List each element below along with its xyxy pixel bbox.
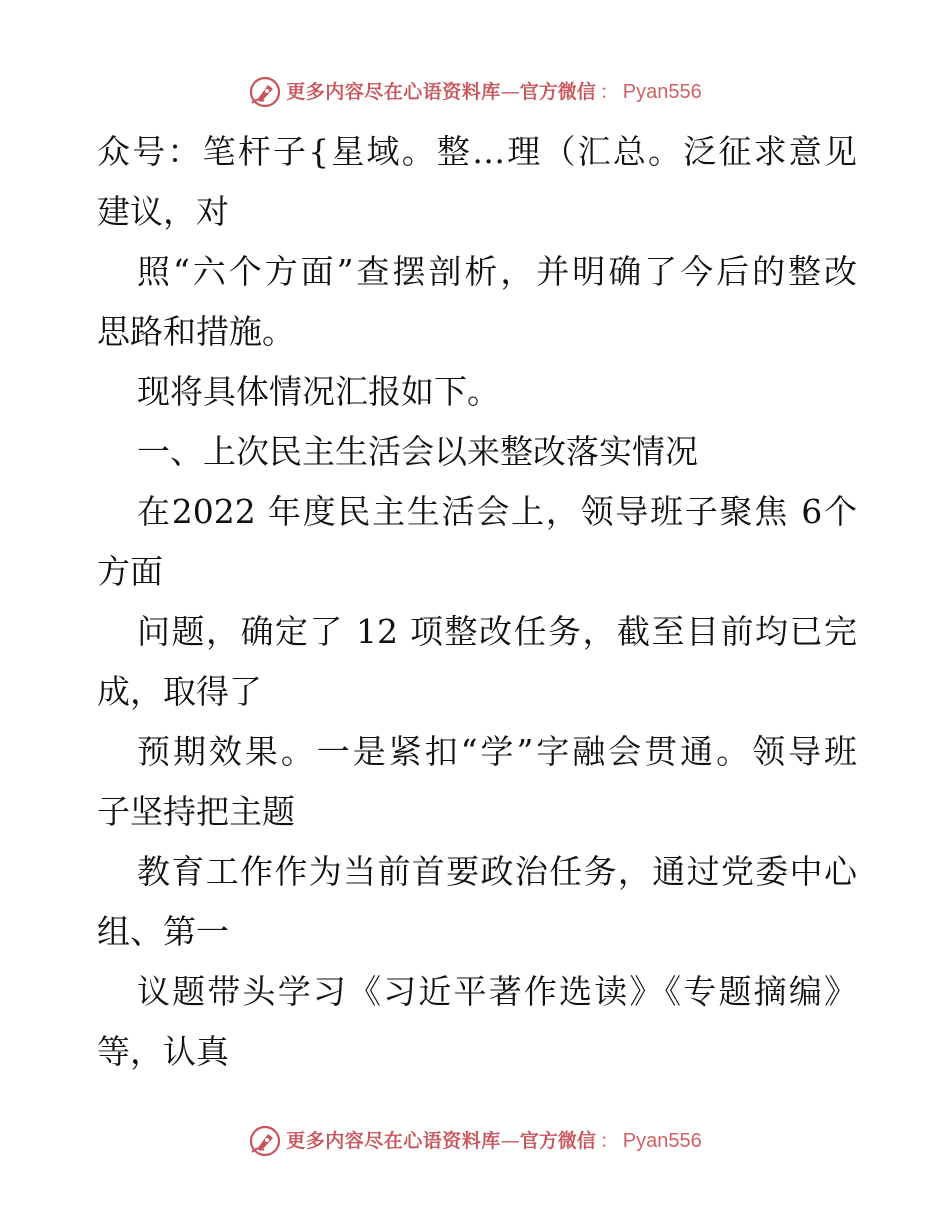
- pen-nib-logo-icon: [248, 75, 282, 109]
- paragraph-line: 现将具体情况汇报如下。: [137, 372, 500, 411]
- banner-wechat-id: Pyan556: [622, 81, 702, 103]
- banner-official-label: 官方微信: [519, 81, 596, 103]
- paragraph-line: 预期效果。一是紧扣“学”字融会贯通。领导班: [137, 732, 857, 771]
- paragraph-line: 建议，对: [97, 192, 229, 231]
- paragraph-line: 在2022 年度民主生活会上，领导班子聚焦 6个: [137, 492, 857, 531]
- paragraph: [97, 242, 857, 362]
- paragraph-line: 成，取得了: [97, 672, 262, 711]
- paragraph: [97, 482, 857, 602]
- paragraph: [97, 362, 857, 422]
- paragraph: [97, 962, 857, 1082]
- paragraph-line: 议题带头学习《习近平著作选读》《专题摘编》: [137, 972, 857, 1011]
- paragraph-line: 问题，确定了 12 项整改任务，截至目前均已完: [137, 612, 857, 651]
- paragraph-line: 众号：笔杆子{星域。整…理（汇总。泛征求意见: [97, 132, 857, 171]
- paragraph-line: 等，认真: [97, 1032, 229, 1071]
- paragraph-line: 子坚持把主题: [97, 792, 295, 831]
- footer-watermark-banner: [0, 1124, 950, 1158]
- paragraph: [97, 842, 857, 962]
- paragraph: [97, 722, 857, 842]
- paragraph-line: 方面: [97, 552, 163, 591]
- section-heading: [97, 422, 857, 482]
- paragraph-line: 照“六个方面”查摆剖析，并明确了今后的整改: [137, 252, 857, 291]
- banner-colon: ：: [599, 1130, 619, 1152]
- paragraph-line: 教育工作作为当前首要政治任务，通过党委中心: [137, 852, 857, 891]
- header-watermark-banner: [0, 75, 950, 109]
- banner-main-text: 更多内容尽在心语资料库: [286, 1130, 501, 1152]
- paragraph-line: 组、第一: [97, 912, 229, 951]
- paragraph-line: 一、上次民主生活会以来整改落实情况: [137, 432, 698, 471]
- banner-official-label: 官方微信: [519, 1130, 596, 1152]
- banner-main-text: 更多内容尽在心语资料库: [286, 81, 501, 103]
- banner-dash: —: [500, 1130, 520, 1152]
- banner-colon: ：: [599, 81, 619, 103]
- pen-nib-logo-icon: [248, 1124, 282, 1158]
- banner-dash: —: [500, 81, 520, 103]
- paragraph: [97, 122, 857, 242]
- paragraph-line: 思路和措施。: [97, 312, 295, 351]
- paragraph: [97, 602, 857, 722]
- banner-wechat-id: Pyan556: [622, 1130, 702, 1152]
- document-body: [97, 122, 857, 1082]
